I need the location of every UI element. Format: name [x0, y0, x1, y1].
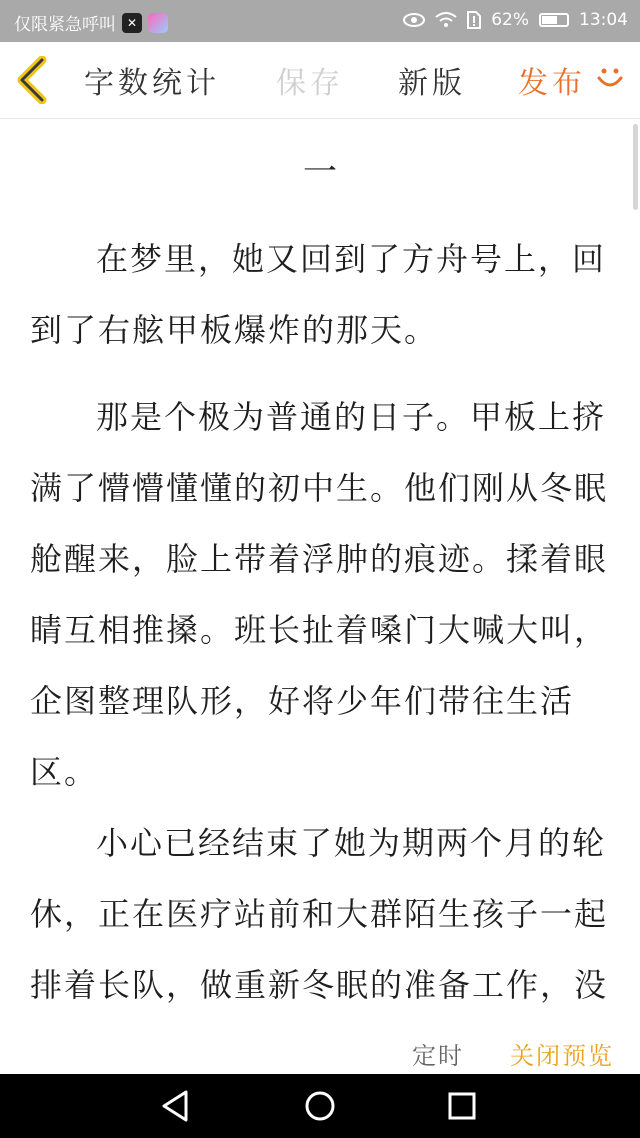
back-triangle-icon[interactable]	[158, 1088, 194, 1124]
app-notification-icon: ✕	[122, 13, 142, 33]
publish-button[interactable]: 发布	[518, 66, 586, 101]
close-preview-button[interactable]: 关闭预览	[510, 1042, 614, 1070]
gallery-notification-icon	[148, 13, 168, 33]
new-version-button[interactable]: 新版	[398, 66, 466, 101]
home-circle-icon[interactable]	[302, 1088, 338, 1124]
clock: 13:04	[579, 10, 628, 30]
battery-percent: 62%	[491, 10, 529, 30]
status-left	[14, 10, 168, 35]
smile-icon[interactable]	[596, 64, 624, 92]
eye-icon	[403, 12, 425, 28]
save-button[interactable]: 保存	[276, 66, 344, 101]
chapter-title: 一	[303, 152, 337, 192]
paragraph-2: 那是个极为普通的日子。甲板上挤满了懵懵懂懂的初中生。他们刚从冬眠舱醒来，脸上带着浮肿的痕迹。揉着眼睛互相推搡。班长扯着嗓门大喊大叫，企图整理队形，好将少年们带往生活区。	[30, 398, 609, 791]
editor-toolbar	[0, 42, 640, 119]
battery-icon	[539, 13, 569, 27]
paragraph-3: 小心已经结束了她为期两个月的轮休，正在医疗站前和大群陌生孩子一起排着长队，做重新冬眠的准备工作，没	[30, 824, 609, 1004]
timer-button[interactable]: 定时	[412, 1042, 464, 1070]
word-count-button[interactable]: 字数统计	[84, 66, 220, 101]
carrier-text: 仅限紧急呼叫	[14, 15, 116, 35]
chevron-left-icon[interactable]	[12, 56, 52, 104]
preview-content	[0, 120, 640, 1032]
status-right	[403, 10, 628, 30]
wifi-icon	[435, 12, 457, 28]
recents-square-icon[interactable]	[444, 1088, 480, 1124]
system-navigation-bar	[0, 1074, 640, 1138]
sim-alert-icon	[467, 11, 481, 29]
preview-actions	[0, 1032, 640, 1074]
paragraph-1: 在梦里，她又回到了方舟号上，回到了右舷甲板爆炸的那天。	[30, 240, 607, 349]
status-bar	[0, 0, 640, 42]
battery-fill	[542, 16, 557, 24]
